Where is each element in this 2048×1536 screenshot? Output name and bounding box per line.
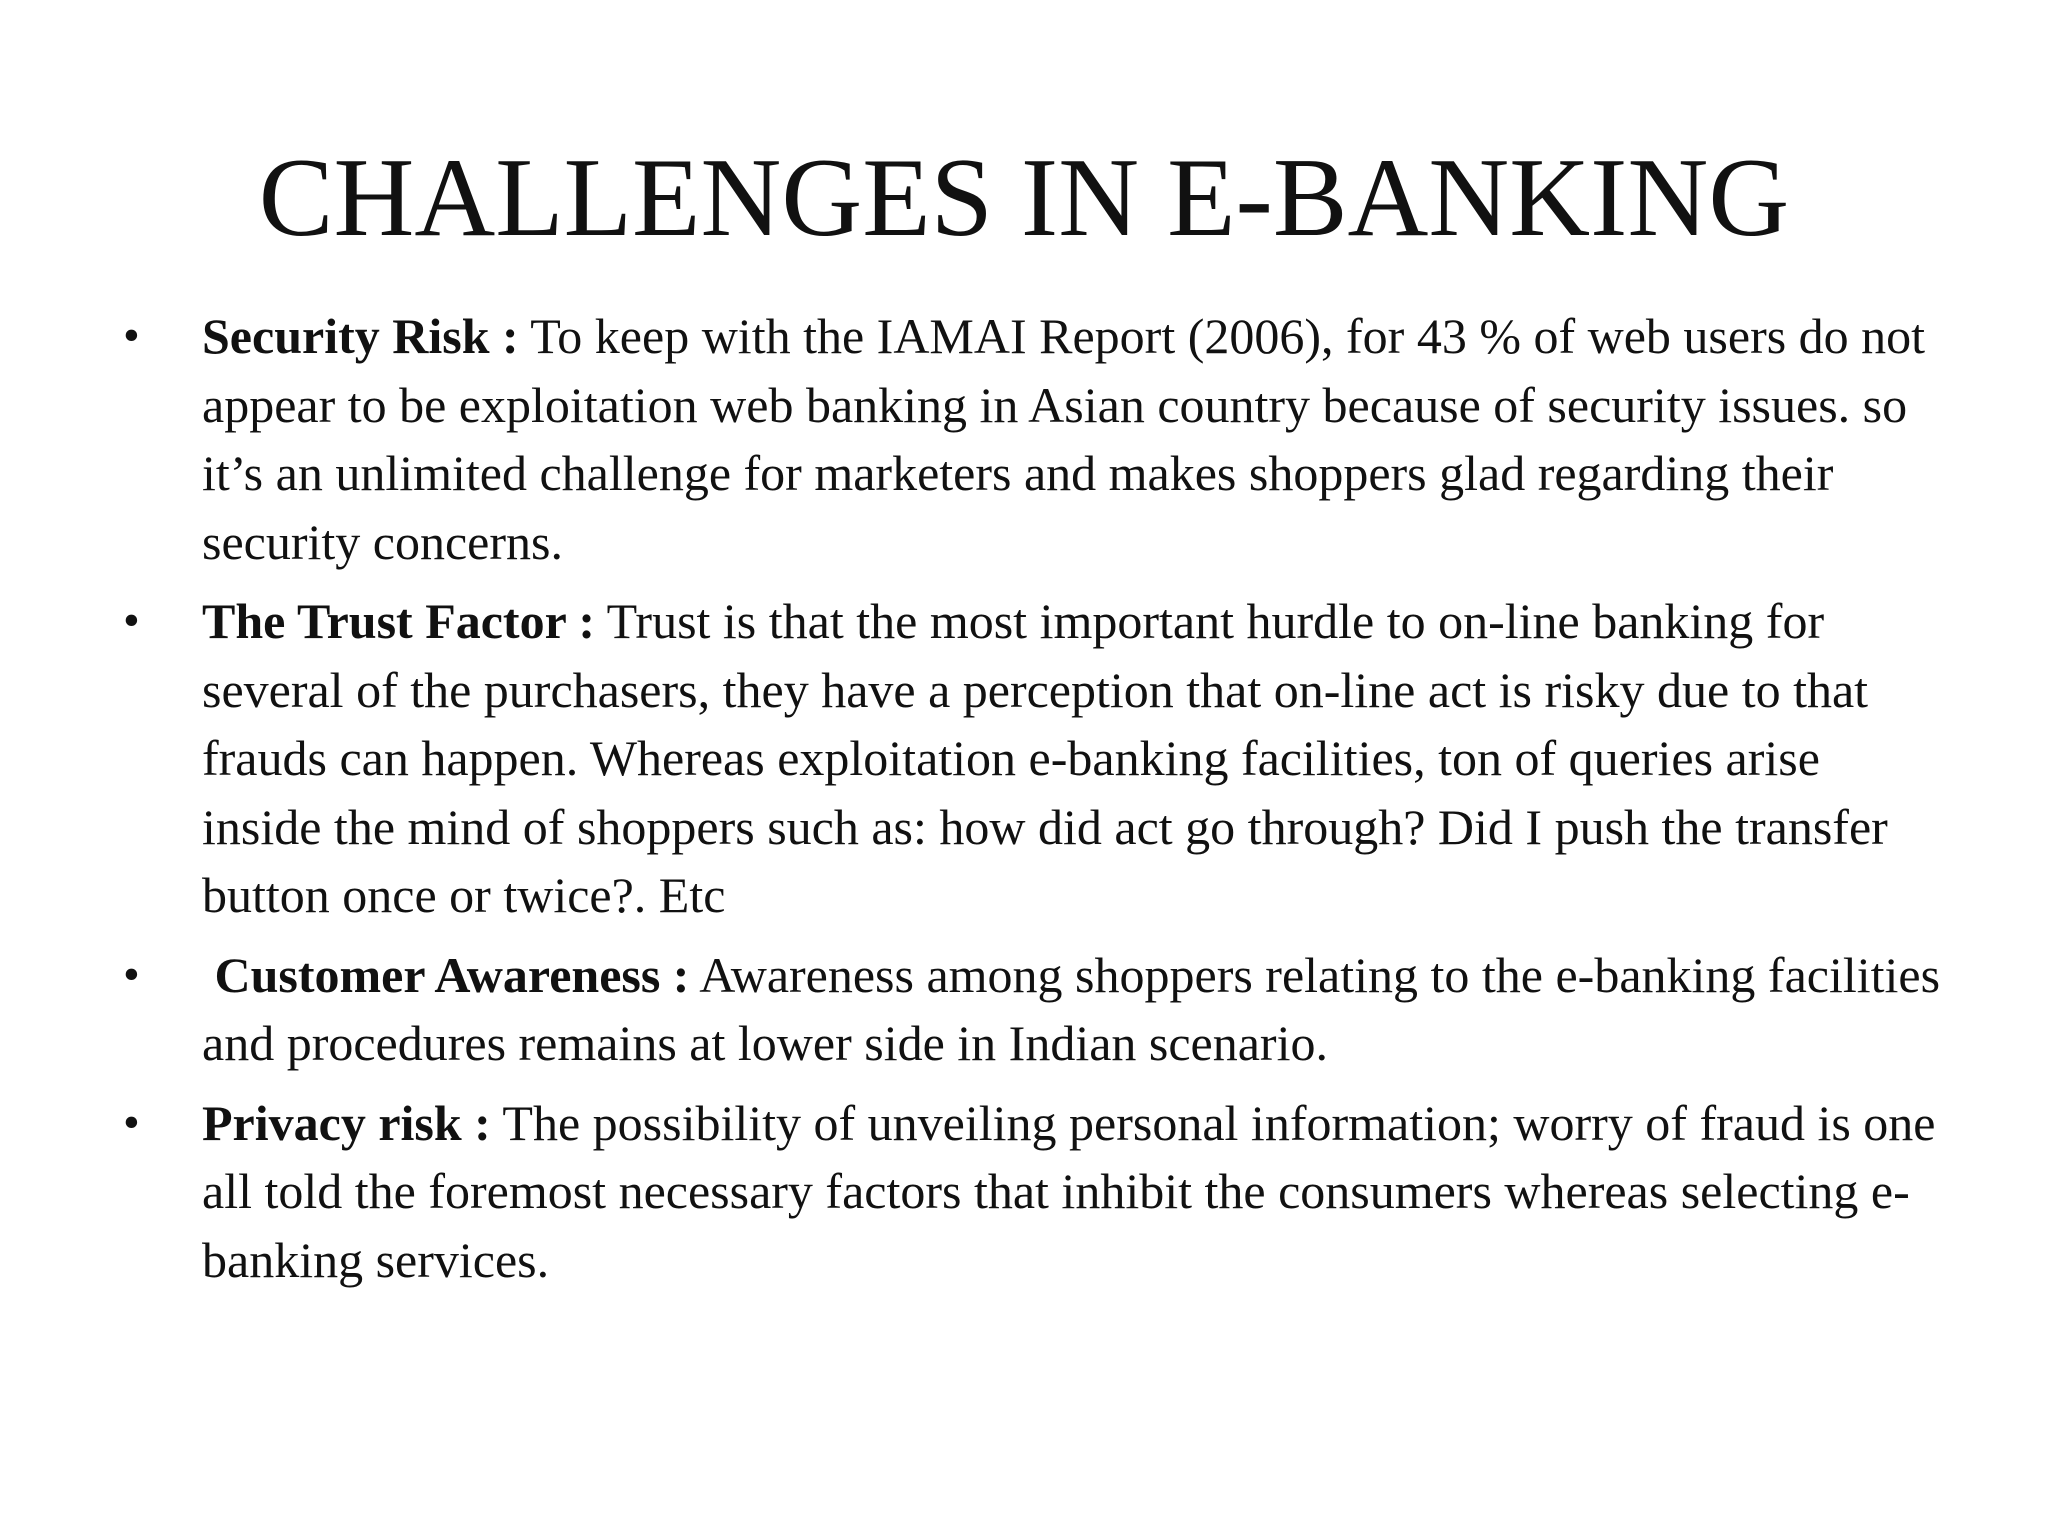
- bullet-list: [120, 302, 1950, 1305]
- bullet-heading: The Trust Factor :: [202, 593, 596, 649]
- bullet-icon: •: [123, 1095, 140, 1149]
- bullet-icon: •: [123, 594, 140, 647]
- bullet-text: To keep with the IAMAI Report (2006), for 43 % of web users do not appear to be exploitation web banking in Asian country because of security issues. so it’s an unlimited challenge for marketers and makes shoppers glad regarding their security concerns.: [202, 308, 1926, 570]
- bullet-text: The possibility of unveiling personal information; worry of fraud is one all told the foremost necessary factors that inhibit the consumers whereas selecting e-banking services.: [202, 1094, 1936, 1288]
- bullet-item-trust-factor: [120, 587, 1950, 930]
- bullet-item-privacy-risk: [120, 1089, 1950, 1295]
- bullet-heading: Customer Awareness :: [202, 946, 690, 1003]
- bullet-icon: •: [123, 947, 140, 1001]
- slide-title: CHALLENGES IN E-BANKING: [258, 136, 1790, 260]
- bullet-heading: Privacy risk :: [202, 1094, 491, 1151]
- bullet-text: Trust is that the most important hurdle to on-line banking for several of the purchasers, they have a perception that on-line act is risky due to that frauds can happen. Whereas exploitation e-banking facilities, ton of queries arise inside the mind of shoppers such as: how did act go through? Did I push the transfer button once or twice?. Etc: [202, 593, 1888, 923]
- bullet-item-customer-awareness: [120, 941, 1950, 1078]
- bullet-text: Awareness among shoppers relating to the e-banking facilities and procedures remains at lower side in Indian scenario.: [202, 946, 1941, 1071]
- bullet-icon: •: [123, 309, 140, 362]
- bullet-item-security-risk: [120, 302, 1950, 576]
- bullet-heading: Security Risk :: [202, 308, 519, 364]
